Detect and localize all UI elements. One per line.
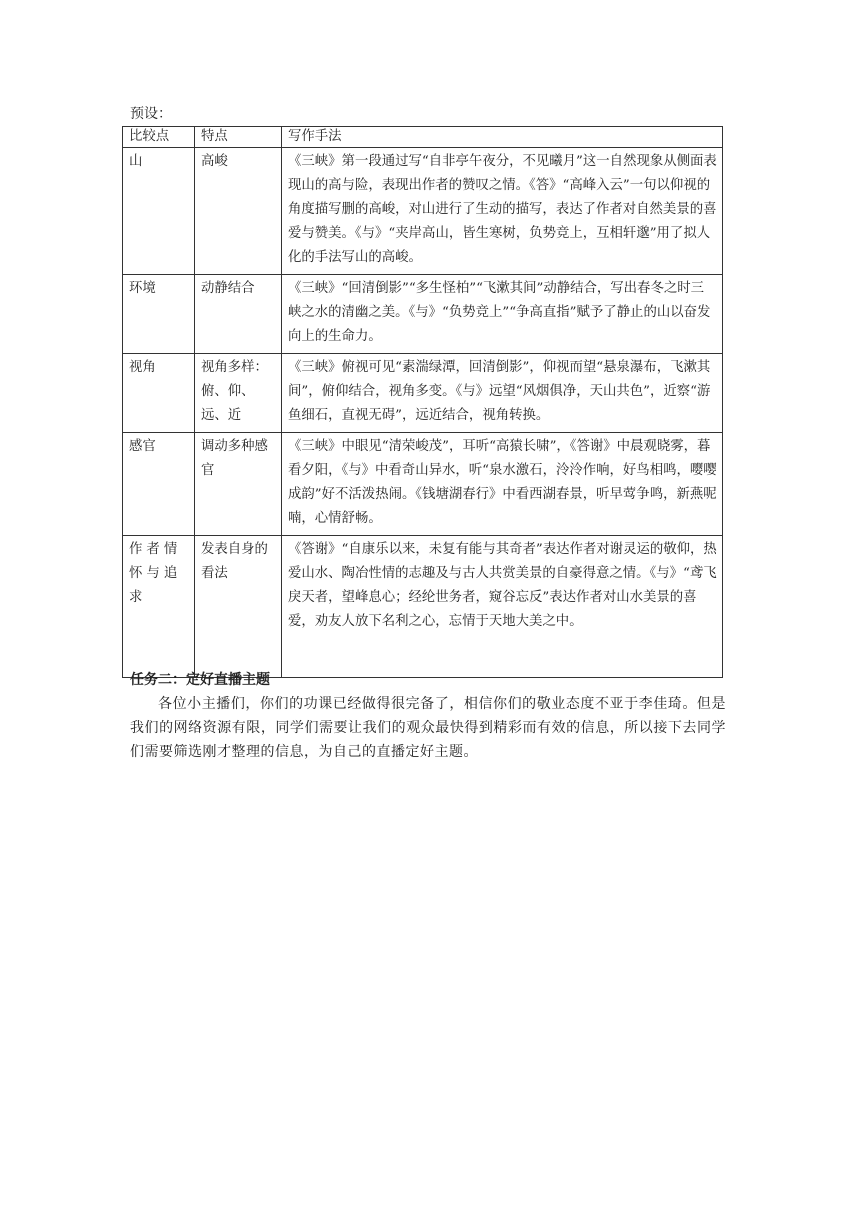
cell-method: 《三峡》俯视可见“素湍绿潭，回清倒影”，仰视而望“悬泉瀑布，飞漱其间”，俯仰结合，视角多变。《与》远望“风烟俱净，天山共色”，近察“游鱼细石，直视无碍”，远近结合，视角转换。: [282, 354, 723, 433]
table-row-senses: [123, 433, 723, 536]
table-header-row: [123, 127, 723, 148]
cell-method: 《三峡》中眼见“清荣峻茂”，耳听“高猿长啸”，《答谢》中晨观晓雾，暮看夕阳，《与》中看奇山异水，听“泉水激石，泠泠作响，好鸟相鸣，嘤嘤成韵”好不活泼热闹。《钱塘湖春行》中看西湖春景，听早莺争鸣，新燕呢喃，心情舒畅。: [282, 433, 723, 536]
cell-method: 《三峡》第一段通过写“自非亭午夜分，不见曦月”这一自然现象从侧面表现山的高与险，表现出作者的赞叹之情。《答》“高峰入云”一句以仰视的角度描写删的高峻，对山进行了生动的描写，表达了作者对自然美景的喜爱与赞美。《与》“夹岸高山，皆生寒树，负势竞上，互相轩邈”用了拟人化的手法写山的高峻。: [282, 148, 723, 275]
task-title: 任务二：定好直播主题: [130, 672, 270, 688]
table-row-environment: [123, 275, 723, 354]
cell-point: 视角: [123, 354, 195, 433]
header-comparison-point: 比较点: [123, 127, 195, 148]
cell-feature: 高峻: [195, 148, 282, 275]
intro-label: 预设：: [130, 106, 172, 122]
cell-feature: 视角多样：俯、仰、远、近: [195, 354, 282, 433]
cell-feature: 发表自身的看法: [195, 536, 282, 678]
task-section: [130, 668, 726, 764]
task-body: 各位小主播们，你们的功课已经做得很完备了，相信你们的敬业态度不亚于李佳琦。但是我们的网络资源有限，同学们需要让我们的观众最快得到精彩而有效的信息，所以接下去同学们需要筛选刚才整理的信息，为自己的直播定好主题。: [130, 696, 726, 760]
header-writing-method: 写作手法: [282, 127, 723, 148]
cell-method: 《答谢》“自康乐以来，未复有能与其奇者”表达作者对谢灵运的敬仰，热爱山水、陶冶性情的志趣及与古人共赏美景的自豪得意之情。《与》“鸢飞戾天者，望峰息心；经纶世务者，窥谷忘反”表达作者对山水美景的喜爱，劝友人放下名利之心，忘情于天地大美之中。: [282, 536, 723, 678]
cell-feature: 动静结合: [195, 275, 282, 354]
cell-point: 感官: [123, 433, 195, 536]
header-feature: 特点: [195, 127, 282, 148]
table-row-author-sentiment: [123, 536, 723, 678]
comparison-table: [122, 126, 723, 678]
cell-point: 山: [123, 148, 195, 275]
cell-method: 《三峡》“回清倒影”“多生怪柏”“飞漱其间”动静结合，写出春冬之时三峡之水的清幽之美。《与》“负势竞上”“争高直指”赋予了静止的山以奋发向上的生命力。: [282, 275, 723, 354]
cell-point: 作者情怀与追求: [123, 536, 195, 678]
table-row-perspective: [123, 354, 723, 433]
table-row-mountain: [123, 148, 723, 275]
cell-point: 环境: [123, 275, 195, 354]
cell-feature: 调动多种感官: [195, 433, 282, 536]
